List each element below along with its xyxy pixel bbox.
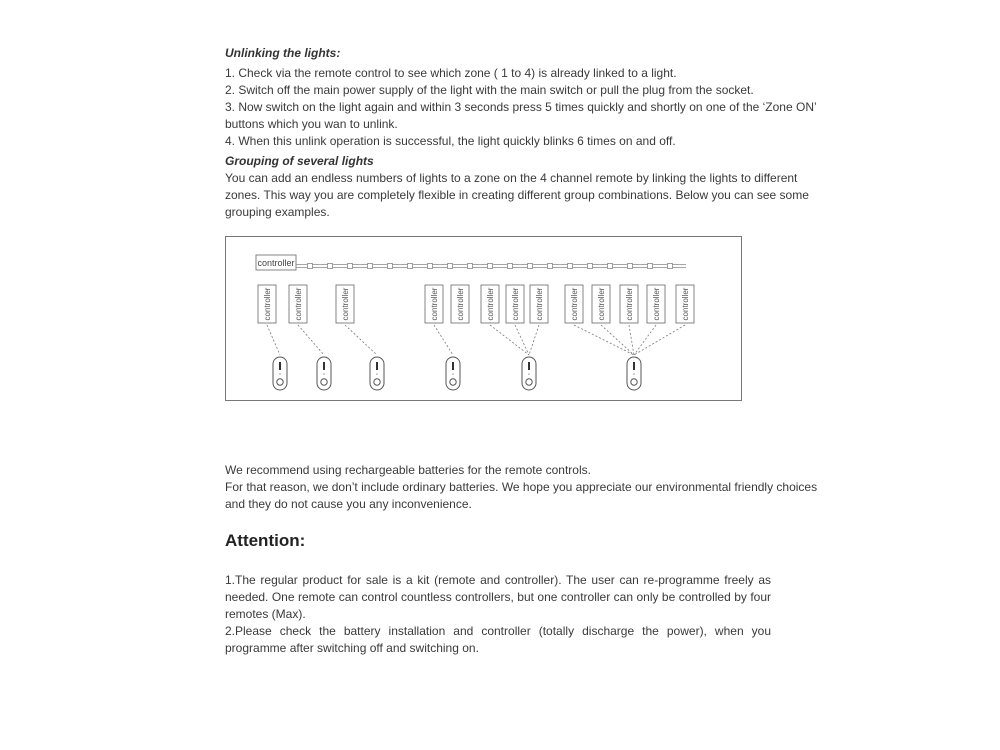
strip-controller-label: controller (257, 258, 295, 268)
led-dot (488, 264, 493, 269)
controller-label: controller (597, 287, 606, 321)
led-dot (428, 264, 433, 269)
attention-item-2: 2.Please check the battery installation and controller (totally discharge the power), when you programme after switching off and switching on. (225, 624, 771, 655)
led-dot (548, 264, 553, 269)
unlinking-heading: Unlinking the lights: (225, 46, 341, 60)
controller-label: controller (511, 287, 520, 321)
remote-button (528, 362, 530, 370)
controller-label: controller (652, 287, 661, 321)
controller-label: controller (456, 287, 465, 321)
led-dot (448, 264, 453, 269)
unlink-step-4: 4. When this unlink operation is successful, the light quickly blinks 6 times on and off. (225, 134, 676, 148)
unlink-step-3: 3. Now switch on the light again and within 3 seconds press 5 times quickly and shortly on one of the ‘Zone ON’ (225, 100, 817, 114)
remote-dot (528, 373, 530, 375)
grouping-text-2: zones. This way you are completely flexible in creating different group combinations. Below you can see some (225, 188, 809, 202)
grouping-heading: Grouping of several lights (225, 154, 374, 168)
remote-button (323, 362, 325, 370)
controller-label: controller (535, 287, 544, 321)
led-dot (468, 264, 473, 269)
remote-ring (374, 379, 380, 385)
remote-dot (376, 373, 378, 375)
remote-button (279, 362, 281, 370)
remote-ring (321, 379, 327, 385)
led-dot (628, 264, 633, 269)
unlink-step-1: 1. Check via the remote control to see which zone ( 1 to 4) is already linked to a light. (225, 66, 677, 80)
remote-ring (526, 379, 532, 385)
remote-dot (279, 373, 281, 375)
led-dot (568, 264, 573, 269)
led-dot (508, 264, 513, 269)
grouping-text-1: You can add an endless numbers of lights to a zone on the 4 channel remote by linking the lights to different (225, 171, 798, 185)
led-dot (648, 264, 653, 269)
remote-button (452, 362, 454, 370)
remote-ring (277, 379, 283, 385)
led-dot (528, 264, 533, 269)
attention-item-1: 1.The regular product for sale is a kit (remote and controller). The user can re-programme freely as needed. One remote can control countless controllers, but one controller can only be controlled by four remotes (Max). (225, 573, 771, 621)
grouping-diagram (225, 236, 742, 401)
led-dot (588, 264, 593, 269)
battery-text-2: For that reason, we don’t include ordinary batteries. We hope you appreciate our environmental friendly choices (225, 480, 818, 494)
led-dot (328, 264, 333, 269)
led-dot (348, 264, 353, 269)
remote-dot (323, 373, 325, 375)
led-dot (668, 264, 673, 269)
remote-ring (450, 379, 456, 385)
unlink-step-2: 2. Switch off the main power supply of the light with the main switch or pull the plug from the socket. (225, 83, 754, 97)
remote-button (376, 362, 378, 370)
led-dot (388, 264, 393, 269)
led-dot (608, 264, 613, 269)
remote-dot (633, 373, 635, 375)
controller-label: controller (570, 287, 579, 321)
controller-label: controller (486, 287, 495, 321)
led-dot (308, 264, 313, 269)
grouping-diagram-svg (225, 236, 742, 401)
controller-label: controller (625, 287, 634, 321)
battery-text-1: We recommend using rechargeable batteries for the remote controls. (225, 463, 591, 477)
remote-ring (631, 379, 637, 385)
remote-button (633, 362, 635, 370)
controller-label: controller (263, 287, 272, 321)
remote-dot (452, 373, 454, 375)
grouping-text-3: grouping examples. (225, 205, 330, 219)
attention-heading: Attention: (225, 531, 306, 550)
controller-label: controller (294, 287, 303, 321)
controller-label: controller (681, 287, 690, 321)
controller-label: controller (430, 287, 439, 321)
led-dot (368, 264, 373, 269)
controller-label: controller (341, 287, 350, 321)
led-dot (408, 264, 413, 269)
battery-text-3: and they do not cause you any inconvenience. (225, 497, 472, 511)
unlink-step-3-cont: buttons which you wan to unlink. (225, 117, 398, 131)
